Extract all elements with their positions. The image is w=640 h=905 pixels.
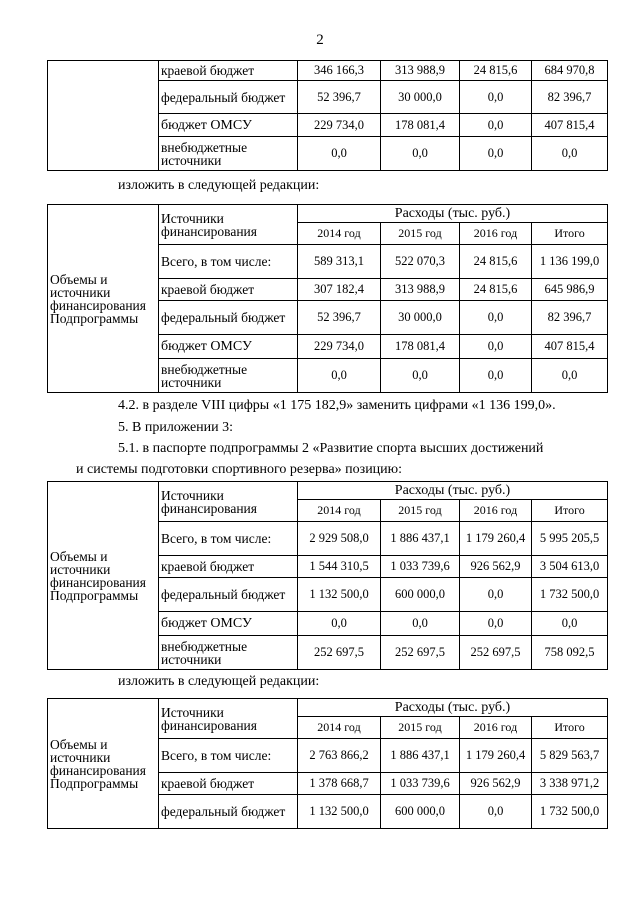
value-cell: 0,0 — [460, 578, 532, 612]
sources-header: Источники финансирования — [159, 482, 298, 522]
source-label: федеральный бюджет — [159, 301, 298, 335]
value-cell: 1 033 739,6 — [381, 556, 460, 578]
value-cell: 0,0 — [460, 137, 532, 171]
source-label: Всего, в том числе: — [159, 522, 298, 556]
value-cell: 5 829 563,7 — [532, 739, 608, 773]
year-header: 2015 год — [381, 500, 460, 522]
value-cell: 0,0 — [298, 137, 381, 171]
value-cell: 1 886 437,1 — [381, 739, 460, 773]
year-header: 2014 год — [298, 223, 381, 245]
value-cell: 684 970,8 — [532, 61, 608, 81]
instruction-text: изложить в следующей редакции: — [118, 178, 320, 193]
total-header: Итого — [532, 500, 608, 522]
value-cell: 522 070,3 — [381, 245, 460, 279]
source-label: краевой бюджет — [159, 773, 298, 795]
source-label: бюджет ОМСУ — [159, 335, 298, 359]
year-header: 2015 год — [381, 223, 460, 245]
source-label: федеральный бюджет — [159, 578, 298, 612]
source-label: краевой бюджет — [159, 279, 298, 301]
source-label: федеральный бюджет — [159, 81, 298, 114]
expenses-header: Расходы (тыс. руб.) — [298, 482, 608, 500]
expenses-header: Расходы (тыс. руб.) — [298, 205, 608, 223]
value-cell: 0,0 — [381, 359, 460, 393]
source-label: Всего, в том числе: — [159, 245, 298, 279]
sources-header: Источники финансирования — [159, 205, 298, 245]
total-header: Итого — [532, 223, 608, 245]
value-cell: 407 815,4 — [532, 114, 608, 137]
table-new-edition-1 — [47, 204, 608, 393]
source-label: внебюджетные источники — [159, 137, 298, 171]
value-cell: 1 544 310,5 — [298, 556, 381, 578]
value-cell: 0,0 — [460, 335, 532, 359]
value-cell: 82 396,7 — [532, 81, 608, 114]
source-label: бюджет ОМСУ — [159, 114, 298, 137]
table-old-position — [47, 481, 608, 670]
value-cell: 24 815,6 — [460, 245, 532, 279]
value-cell: 600 000,0 — [381, 795, 460, 829]
value-cell: 2 929 508,0 — [298, 522, 381, 556]
value-cell: 600 000,0 — [381, 578, 460, 612]
value-cell: 24 815,6 — [460, 279, 532, 301]
paragraph-5-1-continued: и системы подготовки спортивного резерва» позицию: — [76, 462, 403, 477]
value-cell: 24 815,6 — [460, 61, 532, 81]
value-cell: 407 815,4 — [532, 335, 608, 359]
value-cell: 0,0 — [532, 359, 608, 393]
year-header: 2016 год — [460, 223, 532, 245]
value-cell: 0,0 — [298, 359, 381, 393]
year-header: 2015 год — [381, 717, 460, 739]
value-cell: 1 136 199,0 — [532, 245, 608, 279]
value-cell: 1 732 500,0 — [532, 578, 608, 612]
value-cell: 0,0 — [532, 612, 608, 636]
table-new-edition-2 — [47, 698, 608, 829]
source-label: внебюджетные источники — [159, 636, 298, 670]
table-header-row — [48, 205, 608, 223]
value-cell: 1 179 260,4 — [460, 522, 532, 556]
expenses-header: Расходы (тыс. руб.) — [298, 699, 608, 717]
value-cell: 0,0 — [460, 114, 532, 137]
value-cell: 52 396,7 — [298, 81, 381, 114]
value-cell: 589 313,1 — [298, 245, 381, 279]
value-cell: 926 562,9 — [460, 773, 532, 795]
value-cell: 178 081,4 — [381, 114, 460, 137]
value-cell: 252 697,5 — [298, 636, 381, 670]
value-cell: 0,0 — [460, 359, 532, 393]
value-cell: 0,0 — [381, 137, 460, 171]
source-label: федеральный бюджет — [159, 795, 298, 829]
value-cell: 178 081,4 — [381, 335, 460, 359]
value-cell: 0,0 — [460, 612, 532, 636]
value-cell: 0,0 — [381, 612, 460, 636]
value-cell: 307 182,4 — [298, 279, 381, 301]
value-cell: 0,0 — [460, 81, 532, 114]
source-label: бюджет ОМСУ — [159, 612, 298, 636]
section-label: Объемы и источники финансирования Подпрограммы — [48, 482, 159, 670]
value-cell: 52 396,7 — [298, 301, 381, 335]
year-header: 2016 год — [460, 500, 532, 522]
paragraph-5-1: 5.1. в паспорте подпрограммы 2 «Развитие спорта высших достижений — [118, 441, 544, 456]
value-cell: 0,0 — [532, 137, 608, 171]
empty-cell — [48, 61, 159, 171]
value-cell: 1 132 500,0 — [298, 795, 381, 829]
year-header: 2014 год — [298, 717, 381, 739]
value-cell: 313 988,9 — [381, 61, 460, 81]
value-cell: 346 166,3 — [298, 61, 381, 81]
section-label: Объемы и источники финансирования Подпрограммы — [48, 699, 159, 829]
value-cell: 758 092,5 — [532, 636, 608, 670]
source-label: Всего, в том числе: — [159, 739, 298, 773]
section-label: Объемы и источники финансирования Подпрограммы — [48, 205, 159, 393]
value-cell: 82 396,7 — [532, 301, 608, 335]
value-cell: 1 378 668,7 — [298, 773, 381, 795]
table-header-row — [48, 482, 608, 500]
table-row — [48, 61, 608, 81]
table-header-row — [48, 699, 608, 717]
value-cell: 5 995 205,5 — [532, 522, 608, 556]
value-cell: 0,0 — [460, 795, 532, 829]
value-cell: 313 988,9 — [381, 279, 460, 301]
instruction-text: изложить в следующей редакции: — [118, 674, 320, 689]
source-label: краевой бюджет — [159, 556, 298, 578]
year-header: 2016 год — [460, 717, 532, 739]
value-cell: 0,0 — [298, 612, 381, 636]
value-cell: 30 000,0 — [381, 81, 460, 114]
value-cell: 1 732 500,0 — [532, 795, 608, 829]
value-cell: 1 033 739,6 — [381, 773, 460, 795]
value-cell: 229 734,0 — [298, 335, 381, 359]
value-cell: 3 504 613,0 — [532, 556, 608, 578]
value-cell: 1 886 437,1 — [381, 522, 460, 556]
total-header: Итого — [532, 717, 608, 739]
value-cell: 252 697,5 — [460, 636, 532, 670]
sources-header: Источники финансирования — [159, 699, 298, 739]
value-cell: 926 562,9 — [460, 556, 532, 578]
paragraph-5: 5. В приложении 3: — [118, 420, 234, 435]
value-cell: 1 132 500,0 — [298, 578, 381, 612]
paragraph-4-2: 4.2. в разделе VIII цифры «1 175 182,9» заменить цифрами «1 136 199,0». — [118, 398, 556, 413]
page-number: 2 — [316, 32, 324, 48]
value-cell: 229 734,0 — [298, 114, 381, 137]
value-cell: 0,0 — [460, 301, 532, 335]
value-cell: 3 338 971,2 — [532, 773, 608, 795]
value-cell: 30 000,0 — [381, 301, 460, 335]
table-continuation — [47, 60, 608, 171]
value-cell: 1 179 260,4 — [460, 739, 532, 773]
source-label: краевой бюджет — [159, 61, 298, 81]
value-cell: 2 763 866,2 — [298, 739, 381, 773]
source-label: внебюджетные источники — [159, 359, 298, 393]
value-cell: 645 986,9 — [532, 279, 608, 301]
year-header: 2014 год — [298, 500, 381, 522]
value-cell: 252 697,5 — [381, 636, 460, 670]
